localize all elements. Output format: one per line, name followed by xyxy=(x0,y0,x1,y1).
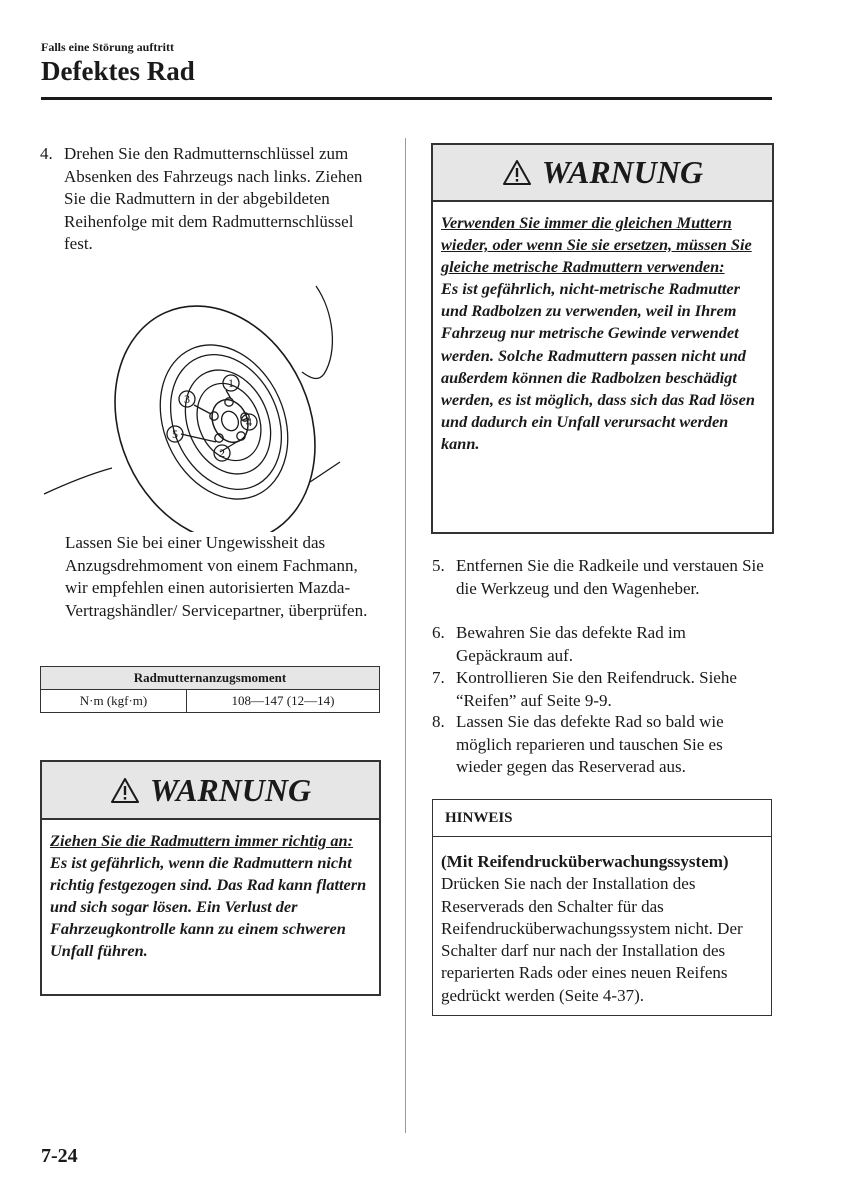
warning-title: WARNUNG xyxy=(149,771,312,808)
step-number: 5. xyxy=(432,556,445,575)
step-text: Entfernen Sie die Radkeile und verstauen Sie die Werkzeug und den Wagenheber. xyxy=(456,556,764,598)
torque-unit-cell: N·m (kgf·m) xyxy=(41,690,187,713)
step-text: Bewahren Sie das defekte Rad im Gepäckraum auf. xyxy=(456,623,686,665)
step-number: 8. xyxy=(432,712,445,731)
warning-triangle-icon xyxy=(110,777,140,804)
note-bold-text: (Mit Reifendrucküberwachungssystem) xyxy=(441,852,729,871)
warning-underlined-text: Ziehen Sie die Radmuttern immer richtig an: xyxy=(50,831,354,850)
step-number: 7. xyxy=(432,668,445,687)
note-body xyxy=(433,837,771,1015)
note-box xyxy=(432,799,772,1016)
step-number: 4. xyxy=(40,144,53,163)
column-divider xyxy=(405,138,406,1133)
step-4 xyxy=(40,143,380,253)
warning-text: Es ist gefährlich, nicht-metrische Radmutter und Radbolzen zu verwenden, weil in Ihrem Fahrzeug nur metrische Gewinde verwendet werden. Solche Radmuttern passen nicht und außerdem können die Radbolzen beschädigt werden, es ist möglich, dass sich das Rad lösen und dadurch ein Unfall verursacht werden kann. xyxy=(441,279,755,453)
page-title: Defektes Rad xyxy=(41,56,195,86)
warning-body xyxy=(433,202,772,461)
step-8 xyxy=(432,711,772,779)
figure-label-5: 5 xyxy=(172,427,178,441)
warning-body xyxy=(42,820,379,969)
step-text: Drehen Sie den Radmutternschlüssel zum Absenken des Fahrzeugs nach links. Ziehen Sie die Radmuttern in der abgebildeten Reihenfolge mit dem Radmutternschlüssel fest. xyxy=(64,144,363,253)
warning-box-left xyxy=(40,760,381,996)
warning-header xyxy=(42,762,379,820)
step-number: 6. xyxy=(432,623,445,642)
figure-label-4: 4 xyxy=(246,415,252,429)
section-label: Falls eine Störung auftritt xyxy=(41,40,174,54)
step-text: Kontrollieren Sie den Reifendruck. Siehe “Reifen” auf Seite 9-9. xyxy=(456,668,737,710)
figure-label-2: 2 xyxy=(219,446,225,460)
warning-text: Es ist gefährlich, wenn die Radmuttern nicht richtig festgezogen sind. Das Rad kann flattern und sich sogar lösen. Ein Verlust der Fahrzeugkontrolle kann zu einem schweren Unfall führen. xyxy=(50,853,367,961)
wheel-illustration xyxy=(40,282,380,532)
step-6 xyxy=(432,622,772,667)
figure-label-3: 3 xyxy=(184,392,190,406)
warning-header xyxy=(433,145,772,202)
warning-triangle-icon xyxy=(502,159,532,186)
page-number: 7-24 xyxy=(41,1145,78,1167)
torque-value-cell: 108—147 (12—14) xyxy=(187,690,380,713)
title-rule xyxy=(41,97,772,100)
warning-title: WARNUNG xyxy=(541,154,704,190)
step-5 xyxy=(432,555,772,623)
step-7 xyxy=(432,667,772,712)
warning-box-right xyxy=(431,143,774,534)
note-text: Drücken Sie nach der Installation des Reserverads den Schalter für das Reifendrucküberwachungssystem nicht. Der Schalter darf nur nach der Installation des reparierten Rads oder eines neuen Reifens gedrückt werden (Seite 4-37). xyxy=(441,874,743,1005)
torque-advice: Lassen Sie bei einer Ungewissheit das Anzugsdrehmoment von einem Fachmann, wir empfehlen einen autorisierten Mazda-Vertragshändler/ Servicepartner, überprüfen. xyxy=(65,533,368,620)
warning-underlined-text: Verwenden Sie immer die gleichen Muttern wieder, oder wenn Sie sie ersetzen, müssen Sie gleiche metrische Radmuttern verwenden: xyxy=(441,213,752,277)
figure-label-1: 1 xyxy=(228,376,234,390)
torque-table xyxy=(40,666,380,713)
torque-table-header: Radmutternanzugsmoment xyxy=(41,667,380,690)
note-title: HINWEIS xyxy=(433,800,771,837)
step-text: Lassen Sie das defekte Rad so bald wie möglich reparieren und tauschen Sie es wieder gegen das Reserverad aus. xyxy=(456,712,724,776)
